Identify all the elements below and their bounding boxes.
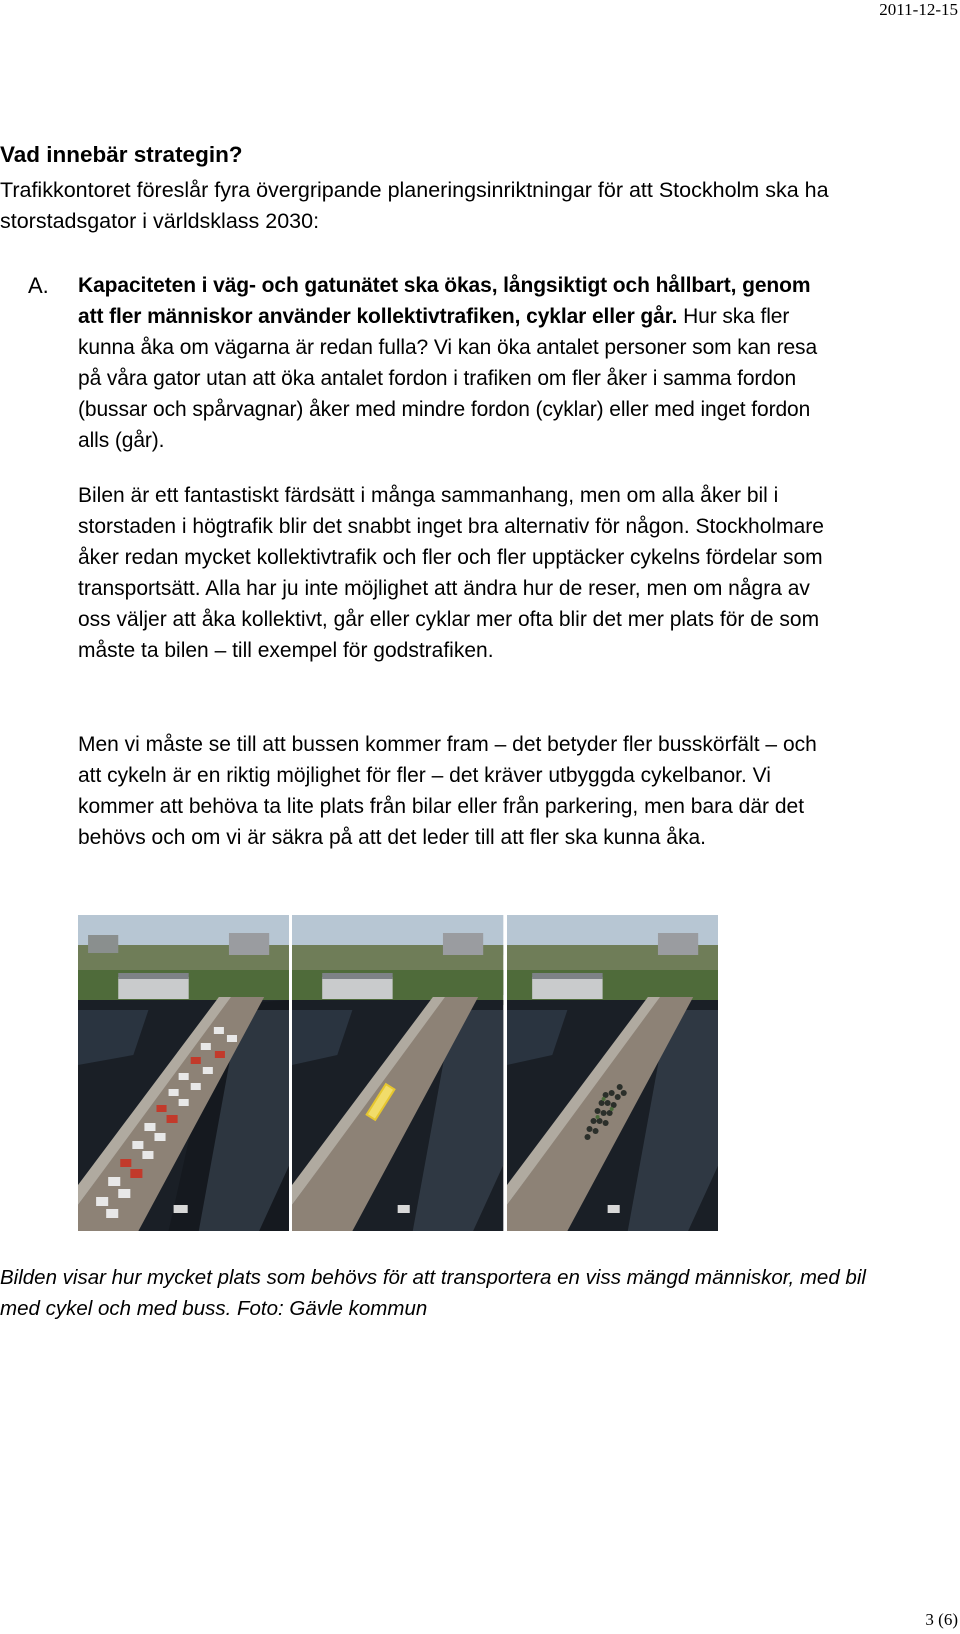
page-number: 3 (6) bbox=[925, 1610, 958, 1629]
bridge-with-bus-photo bbox=[292, 915, 503, 1231]
list-item-body bbox=[78, 270, 838, 456]
photo-caption: Bilden visar hur mycket plats som behövs för att transportera en viss mängd människor, med bil med cykel och med buss. Foto: Gävle kommun bbox=[0, 1266, 866, 1320]
section-heading: Vad innebär strategin? bbox=[0, 142, 243, 167]
document-date: 2011-12-15 bbox=[879, 0, 958, 19]
list-marker: A. bbox=[28, 273, 49, 298]
list-item-bold-text: Kapaciteten i väg- och gatunätet ska ökas, långsiktigt och hållbart, genom att fler människor använder kollektivtrafiken, cyklar eller går. bbox=[78, 274, 811, 328]
body-paragraph: Bilen är ett fantastiskt färdsätt i många sammanhang, men om alla åker bil i storstaden i högtrafik blir det snabbt inget bra alternativ för någon. Stockholmare åker redan mycket kollektivtrafik och fler och fler upptäcker cykelns fördelar som transportsätt. Alla har ju inte möjlighet att ändra hur de reser, men om några av oss väljer att åka kollektivt, går eller cyklar mer ofta blir det mer plats för de som måste ta bilen – till exempel för godstrafiken. bbox=[78, 484, 824, 662]
list-item-a bbox=[0, 270, 960, 456]
photo-strip bbox=[78, 915, 718, 1231]
bridge-with-cars-photo bbox=[78, 915, 289, 1231]
intro-paragraph: Trafikkontoret föreslår fyra övergripande planeringsinriktningar för att Stockholm ska ha storstadsgator i världsklass 2030: bbox=[0, 178, 829, 233]
bridge-with-cyclists-photo bbox=[507, 915, 718, 1231]
list-item-text: Hur ska fler kunna åka om vägarna är redan fulla? Vi kan öka antalet personer som kan resa på våra gator utan att öka antalet fordon i trafiken om fler åker i samma fordon (bussar och spårvagnar) åker med mindre fordon (cyklar) eller med inget fordon alls (går). bbox=[78, 305, 818, 452]
body-paragraph: Men vi måste se till att bussen kommer fram – det betyder fler busskörfält – och att cykeln är en riktig möjlighet för fler – det kräver utbyggda cykelbanor. Vi kommer att behöva ta lite plats från bilar eller från parkering, men bara där det behövs och om vi är säkra på att det leder till att fler ska kunna åka. bbox=[78, 733, 817, 849]
